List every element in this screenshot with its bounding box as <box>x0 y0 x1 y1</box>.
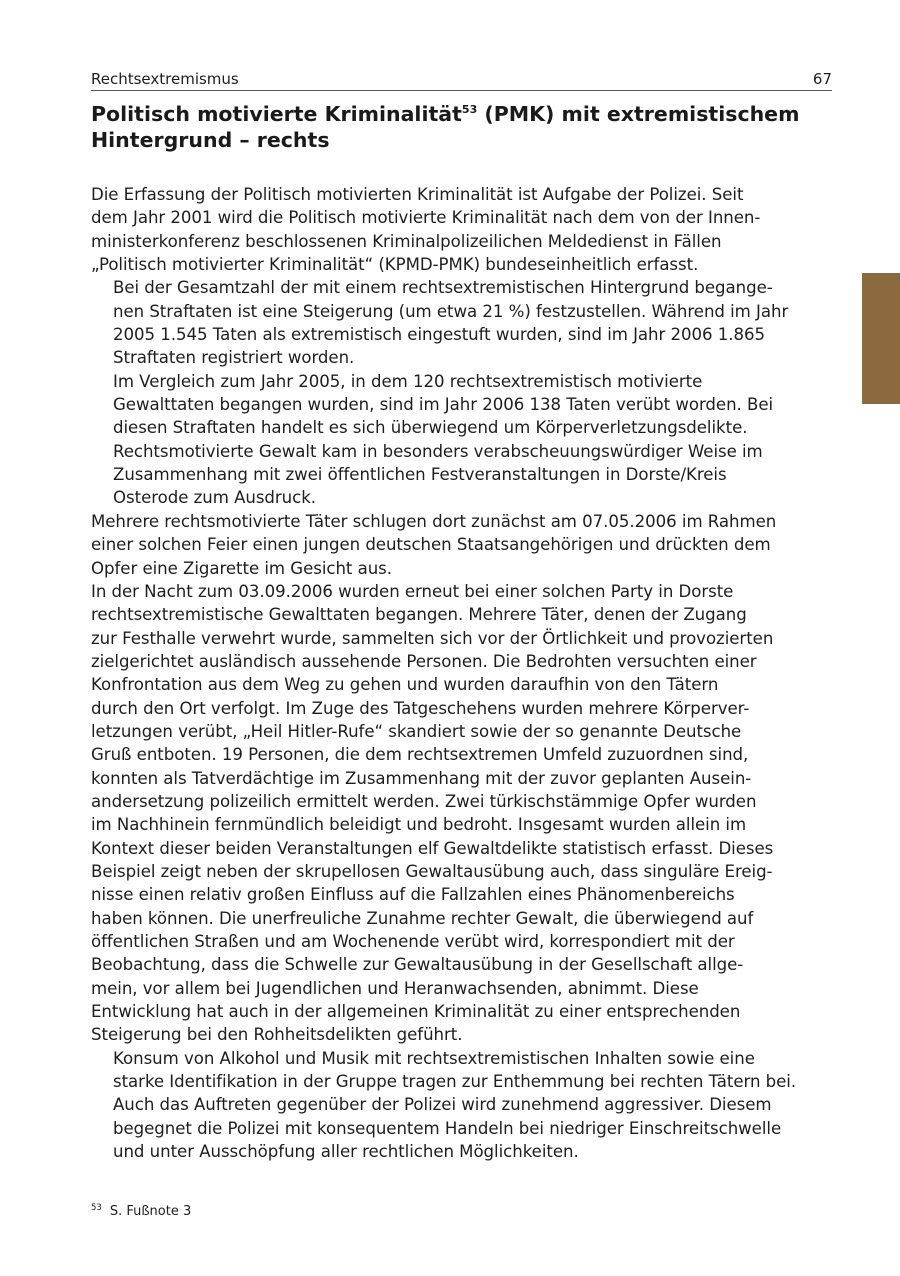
footnote <box>91 1200 191 1220</box>
paragraph-line: diesen Straftaten handelt es sich überwiegend um Körperverletzungsdelikte. <box>113 418 748 438</box>
paragraph-line: Gruß entboten. 19 Personen, die dem rechtsextremen Umfeld zuzuordnen sind, <box>91 745 749 765</box>
paragraph-line: durch den Ort verfolgt. Im Zuge des Tatgeschehens wurden mehrere Körperver- <box>91 698 750 718</box>
paragraph-line: haben können. Die unerfreuliche Zunahme rechter Gewalt, die überwiegend auf <box>91 908 754 928</box>
title-line2: Hintergrund – rechts <box>91 128 330 152</box>
body-text <box>91 183 836 1163</box>
paragraph-line: Osterode zum Ausdruck. <box>113 488 317 508</box>
chapter-tab-marker <box>862 273 900 404</box>
paragraph-line: Konsum von Alkohol und Musik mit rechtsextremistischen Inhalten sowie eine <box>113 1048 755 1068</box>
paragraph <box>91 440 836 510</box>
paragraph-line: starke Identifikation in der Gruppe tragen zur Enthemmung bei rechten Tätern bei. <box>113 1072 797 1092</box>
paragraph-line: Beobachtung, dass die Schwelle zur Gewaltausübung in der Gesellschaft allge- <box>91 955 744 975</box>
paragraph-line: Zusammenhang mit zwei öffentlichen Festveranstaltungen in Dorste/Kreis <box>113 465 727 485</box>
paragraph-line: andersetzung polizeilich ermittelt werden. Zwei türkischstämmige Opfer wurden <box>91 791 757 811</box>
paragraph-line: Gewalttaten begangen wurden, sind im Jahr 2006 138 Taten verübt worden. Bei <box>113 395 774 415</box>
paragraph-line: Entwicklung hat auch in der allgemeinen Kriminalität zu einer entsprechenden <box>91 1002 741 1022</box>
section-title: Rechtsextremismus <box>91 70 239 88</box>
paragraph-line: nisse einen relativ großen Einfluss auf die Fallzahlen eines Phänomenbereichs <box>91 885 735 905</box>
paragraph <box>91 183 836 276</box>
paragraph-line: Bei der Gesamtzahl der mit einem rechtsextremistischen Hintergrund begange- <box>113 278 773 298</box>
paragraph-line: begegnet die Polizei mit konsequentem Handeln bei niedriger Einschreitschwelle <box>113 1118 782 1138</box>
paragraph-line: dem Jahr 2001 wird die Politisch motivierte Kriminalität nach dem von der Innen- <box>91 208 761 228</box>
paragraph-line: Die Erfassung der Politisch motivierten Kriminalität ist Aufgabe der Polizei. Seit <box>91 185 744 204</box>
paragraph <box>91 1093 836 1163</box>
paragraph-line: „Politisch motivierter Kriminalität“ (KPMD-PMK) bundeseinheitlich erfasst. <box>91 255 699 275</box>
paragraph-line: letzungen verübt, „Heil Hitler-Rufe“ skandiert sowie der so genannte Deutsche <box>91 721 742 741</box>
paragraph-line: Auch das Auftreten gegenüber der Polizei wird zunehmend aggressiver. Diesem <box>113 1095 772 1115</box>
paragraph-line: nen Straftaten ist eine Steigerung (um etwa 21 %) festzustellen. Während im Jahr <box>113 301 789 321</box>
paragraph-line: Opfer eine Zigarette im Gesicht aus. <box>91 558 393 578</box>
paragraph-line: Rechtsmotivierte Gewalt kam in besonders verabscheuungswürdiger Weise im <box>113 441 763 461</box>
paragraph-line: mein, vor allem bei Jugendlichen und Heranwachsenden, abnimmt. Diese <box>91 978 699 998</box>
paragraph <box>91 370 836 440</box>
title-footnote-mark: 53 <box>461 103 478 116</box>
paragraph-line: ministerkonferenz beschlossenen Kriminalpolizeilichen Meldedienst in Fällen <box>91 231 722 251</box>
paragraph-line: einer solchen Feier einen jungen deutschen Staatsangehörigen und drückten dem <box>91 535 771 555</box>
page-title <box>91 101 832 153</box>
footnote-number: 53 <box>91 1203 102 1213</box>
paragraph-line: Mehrere rechtsmotivierte Täter schlugen dort zunächst am 07.05.2006 im Rahmen <box>91 511 777 531</box>
title-main: Politisch motivierte Kriminalität <box>91 102 462 126</box>
footnote-text: S. Fußnote 3 <box>109 1204 192 1219</box>
title-rest: (PMK) mit extremistischem <box>477 102 800 126</box>
paragraph <box>91 276 836 369</box>
paragraph <box>91 1047 836 1094</box>
paragraph-line: Straftaten registriert worden. <box>113 348 355 368</box>
paragraph-line: zur Festhalle verwehrt wurde, sammelten sich vor der Örtlichkeit und provozierten <box>91 628 774 648</box>
paragraph-line: zielgerichtet ausländisch aussehende Personen. Die Bedrohten versuchten einer <box>91 651 757 671</box>
paragraph-line: 2005 1.545 Taten als extremistisch eingestuft wurden, sind im Jahr 2006 1.865 <box>113 325 766 345</box>
paragraph-line: Steigerung bei den Rohheitsdelikten geführt. <box>91 1025 463 1045</box>
paragraph-line: Konfrontation aus dem Weg zu gehen und wurden daraufhin von den Tätern <box>91 675 719 695</box>
running-header <box>91 70 832 91</box>
paragraph-line: öffentlichen Straßen und am Wochenende verübt wird, korrespondiert mit der <box>91 932 735 951</box>
paragraph-line: im Nachhinein fernmündlich beleidigt und bedroht. Insgesamt wurden allein im <box>91 815 747 835</box>
paragraph-line: konnten als Tatverdächtige im Zusammenhang mit der zuvor geplanten Ausein- <box>91 768 752 788</box>
paragraph-line: Beispiel zeigt neben der skrupellosen Gewaltausübung auch, dass singuläre Ereig- <box>91 861 773 881</box>
paragraph <box>91 580 836 1047</box>
paragraph-line: Im Vergleich zum Jahr 2005, in dem 120 rechtsextremistisch motivierte <box>113 371 703 391</box>
paragraph-line: und unter Ausschöpfung aller rechtlichen Möglichkeiten. <box>113 1142 579 1162</box>
paragraph-line: Kontext dieser beiden Veranstaltungen elf Gewaltdelikte statistisch erfasst. Dieses <box>91 838 774 858</box>
page-number: 67 <box>812 70 832 88</box>
paragraph-line: In der Nacht zum 03.09.2006 wurden erneut bei einer solchen Party in Dorste <box>91 581 734 601</box>
paragraph-line: rechtsextremistische Gewalttaten begangen. Mehrere Täter, denen der Zugang <box>91 605 747 625</box>
paragraph <box>91 510 836 580</box>
